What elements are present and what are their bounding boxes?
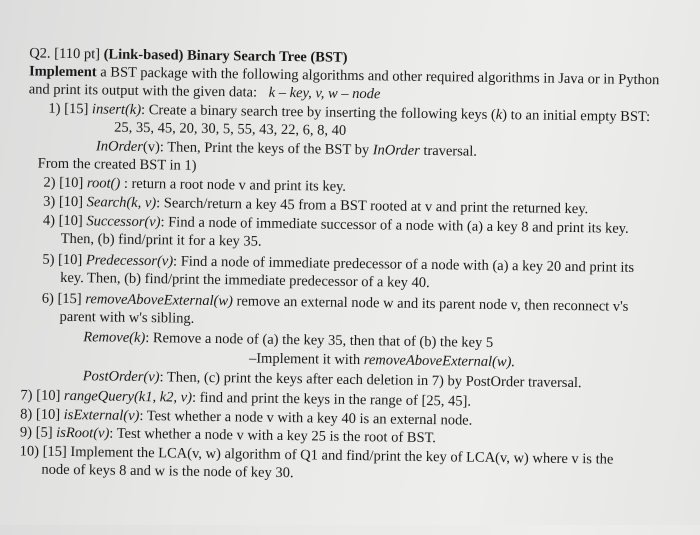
item-6-fn: removeAboveExternal(w)	[85, 291, 234, 310]
item-5-label: 5) [10]	[42, 251, 83, 269]
item-7-label: 7) [10]	[20, 387, 61, 404]
intro-bold: Implement	[28, 63, 97, 81]
item-6-line2-text: parent with w's sibling.	[59, 308, 195, 327]
question-number: Q2.	[29, 45, 51, 62]
item-6-line2	[59, 308, 194, 328]
item-2-fn: root()	[86, 175, 121, 192]
postorder-fn: PostOrder(v)	[82, 368, 160, 386]
item-6-label: 6) [15]	[41, 290, 82, 308]
item-1-label: 1) [15]	[48, 100, 89, 118]
implement-text: –Implement it with	[248, 350, 364, 369]
inorder-fn: InOrder	[95, 138, 144, 156]
item-1-k: k	[495, 106, 503, 124]
from-created	[38, 155, 197, 175]
item-1-text2: ) to an initial empty BST:	[502, 107, 651, 126]
remove-fn: Remove(k)	[83, 329, 146, 347]
item-6-text: remove an external node w and its parent node v, then reconnect v's	[232, 293, 629, 315]
item-5-text: : Find a node of immediate predecessor of a node with (a) a key 20 and print its	[172, 253, 635, 276]
item-9-label: 9) [5]	[19, 424, 53, 441]
item-1-keys	[114, 119, 346, 140]
inorder-fn2: InOrder	[372, 142, 420, 159]
item-5-fn: Predecessor(v)	[85, 252, 174, 270]
question-points: [110 pt]	[54, 45, 101, 63]
item-8-fn: isExternal(v)	[63, 406, 140, 424]
legend: k – key, v, w – node	[268, 84, 381, 103]
item-4-text: : Find a node of immediate successor of a node with (a) a key 8 and print its key.	[160, 214, 629, 237]
item-4-line2-text: Then, (b) find/print it for a key 35.	[60, 230, 262, 250]
item-3-fn: Search(k, v)	[86, 194, 157, 212]
item-8-text: : Test whether a node v with a key 40 is an external node.	[139, 407, 473, 429]
intro-line2-text: and print its output with the given data:	[28, 81, 258, 101]
from-created-text: From the created BST in 1)	[37, 155, 197, 174]
item-10-text: Implement the LCA(v, w) algorithm of Q1 and find/print the key of LCA(v, w) where v is the	[66, 443, 614, 468]
item-9-fn: isRoot(v)	[56, 424, 110, 442]
item-1-text: : Create a binary search tree by inserting the following keys (	[140, 101, 496, 123]
item-1-fn: insert(k)	[91, 101, 142, 118]
question-title: (Link-based) Binary Search Tree (BST)	[103, 46, 348, 66]
item-1-keys-text: 25, 35, 45, 20, 30, 5, 55, 43, 22, 6, 8, 40	[114, 119, 347, 139]
item-2-label: 2) [10]	[43, 174, 84, 192]
item-4-fn: Successor(v)	[86, 213, 161, 231]
inorder-arg: (v)	[142, 139, 160, 156]
postorder-text: : Then, (c) print the keys after each deletion in 7) by PostOrder traversal.	[159, 369, 582, 392]
item-5-line2	[60, 269, 430, 292]
item-10-line2	[41, 461, 293, 483]
item-7-text: : find and print the keys in the range of [25, 45].	[191, 389, 472, 410]
item-3-label: 3) [10]	[43, 193, 84, 211]
item-10-line2-text: node of keys 8 and w is the node of key 30.	[41, 461, 294, 482]
intro-text: a BST package with the following algorithms and other required algorithms in Java or in Python	[96, 64, 660, 89]
implement-fn: removeAboveExternal(w).	[363, 352, 516, 371]
remove-text: : Remove a node of (a) the key 35, then that of (b) the key 5	[145, 330, 494, 351]
item-9-text: : Test whether a node v with a key 25 is the root of BST.	[109, 425, 437, 447]
item-2-text: : return a root node v and print its key.	[120, 175, 347, 195]
item-10-label: 10) [15]	[19, 443, 67, 460]
inorder-text: : Then, Print the keys of the BST by	[159, 139, 373, 159]
inorder-end: traversal.	[419, 142, 478, 160]
item-4-line2	[61, 230, 262, 251]
item-8-label: 8) [10]	[20, 406, 61, 423]
item-4-label: 4) [10]	[42, 212, 83, 230]
item-3-text: : Search/return a key 45 from a BST rooted at v and print the returned key.	[156, 195, 589, 218]
item-6-implement	[249, 350, 515, 372]
item-6-remove	[83, 328, 493, 352]
item-5-line2-text: key. Then, (b) find/print the immediate predecessor of a key 40.	[60, 269, 430, 292]
item-7-fn: rangeQuery(k1, k2, v)	[63, 387, 193, 406]
